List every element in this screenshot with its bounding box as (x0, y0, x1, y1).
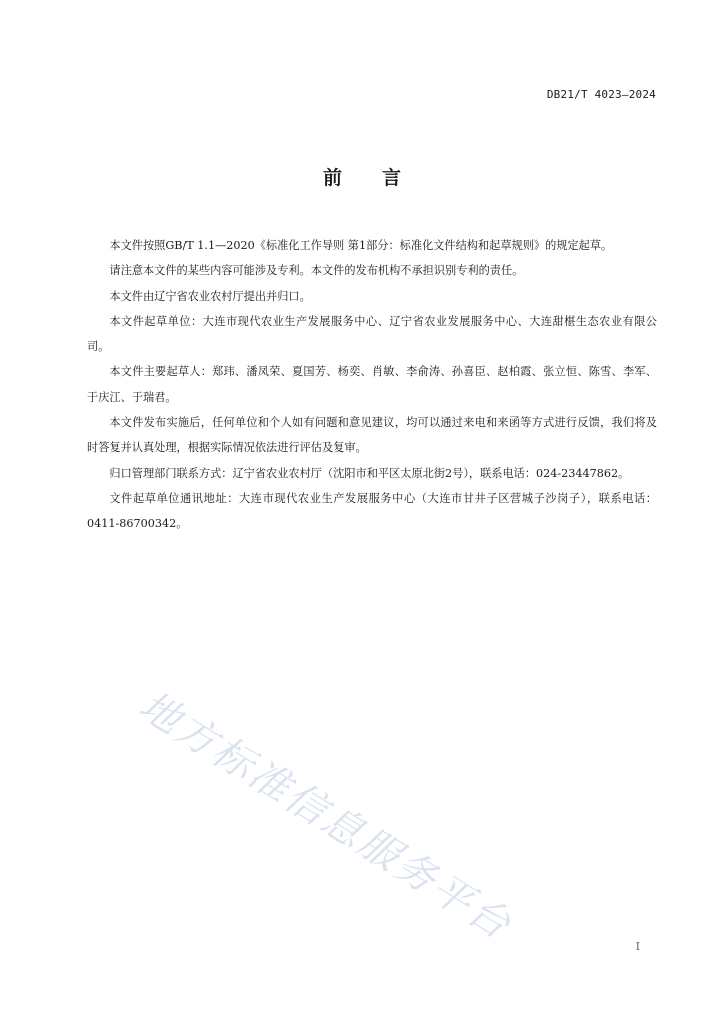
paragraph-drafter-address: 文件起草单位通讯地址：大连市现代农业生产发展服务中心（大连市甘井子区营城子沙岗子），联系电话：0411-86700342。 (87, 491, 657, 531)
paragraph-authority-contact: 归口管理部门联系方式：辽宁省农业农村厅（沈阳市和平区太原北街2号），联系电话：024-23447862。 (109, 466, 630, 480)
document-code: DB21/T 4023—2024 (546, 88, 656, 101)
paragraph-proposer: 本文件由辽宁省农业农村厅提出并归口。 (109, 289, 311, 303)
page-title: 前言 (322, 167, 441, 189)
paragraph-drafters: 本文件主要起草人：郑玮、潘凤荣、夏国芳、杨奕、肖敏、李俞涛、孙喜臣、赵柏霞、张立恒、陈雪、李军、于庆江、于瑞君。 (87, 365, 657, 404)
paragraph-drafting-units: 本文件起草单位：大连市现代农业生产发展服务中心、辽宁省农业发展服务中心、大连甜椹生态农业有限公司。 (87, 314, 657, 354)
paragraph-patent-notice: 请注意本文件的某些内容可能涉及专利。本文件的发布机构不承担识别专利的责任。 (109, 264, 524, 278)
body-text (87, 233, 657, 537)
paragraph-feedback: 本文件发布实施后，任何单位和个人如有问题和意见建议，均可以通过来电和来函等方式进行反馈，我们将及时答复并认真处理，根据实际情况依法进行评估及复审。 (87, 416, 657, 455)
paragraph-drafting-rules: 本文件按照GB/T 1.1—2020《标准化工作导则 第1部分：标准化文件结构和起草规则》的规定起草。 (109, 239, 613, 252)
watermark: 地方标准信息服务平台 (130, 682, 520, 950)
page-number: I (635, 940, 640, 953)
